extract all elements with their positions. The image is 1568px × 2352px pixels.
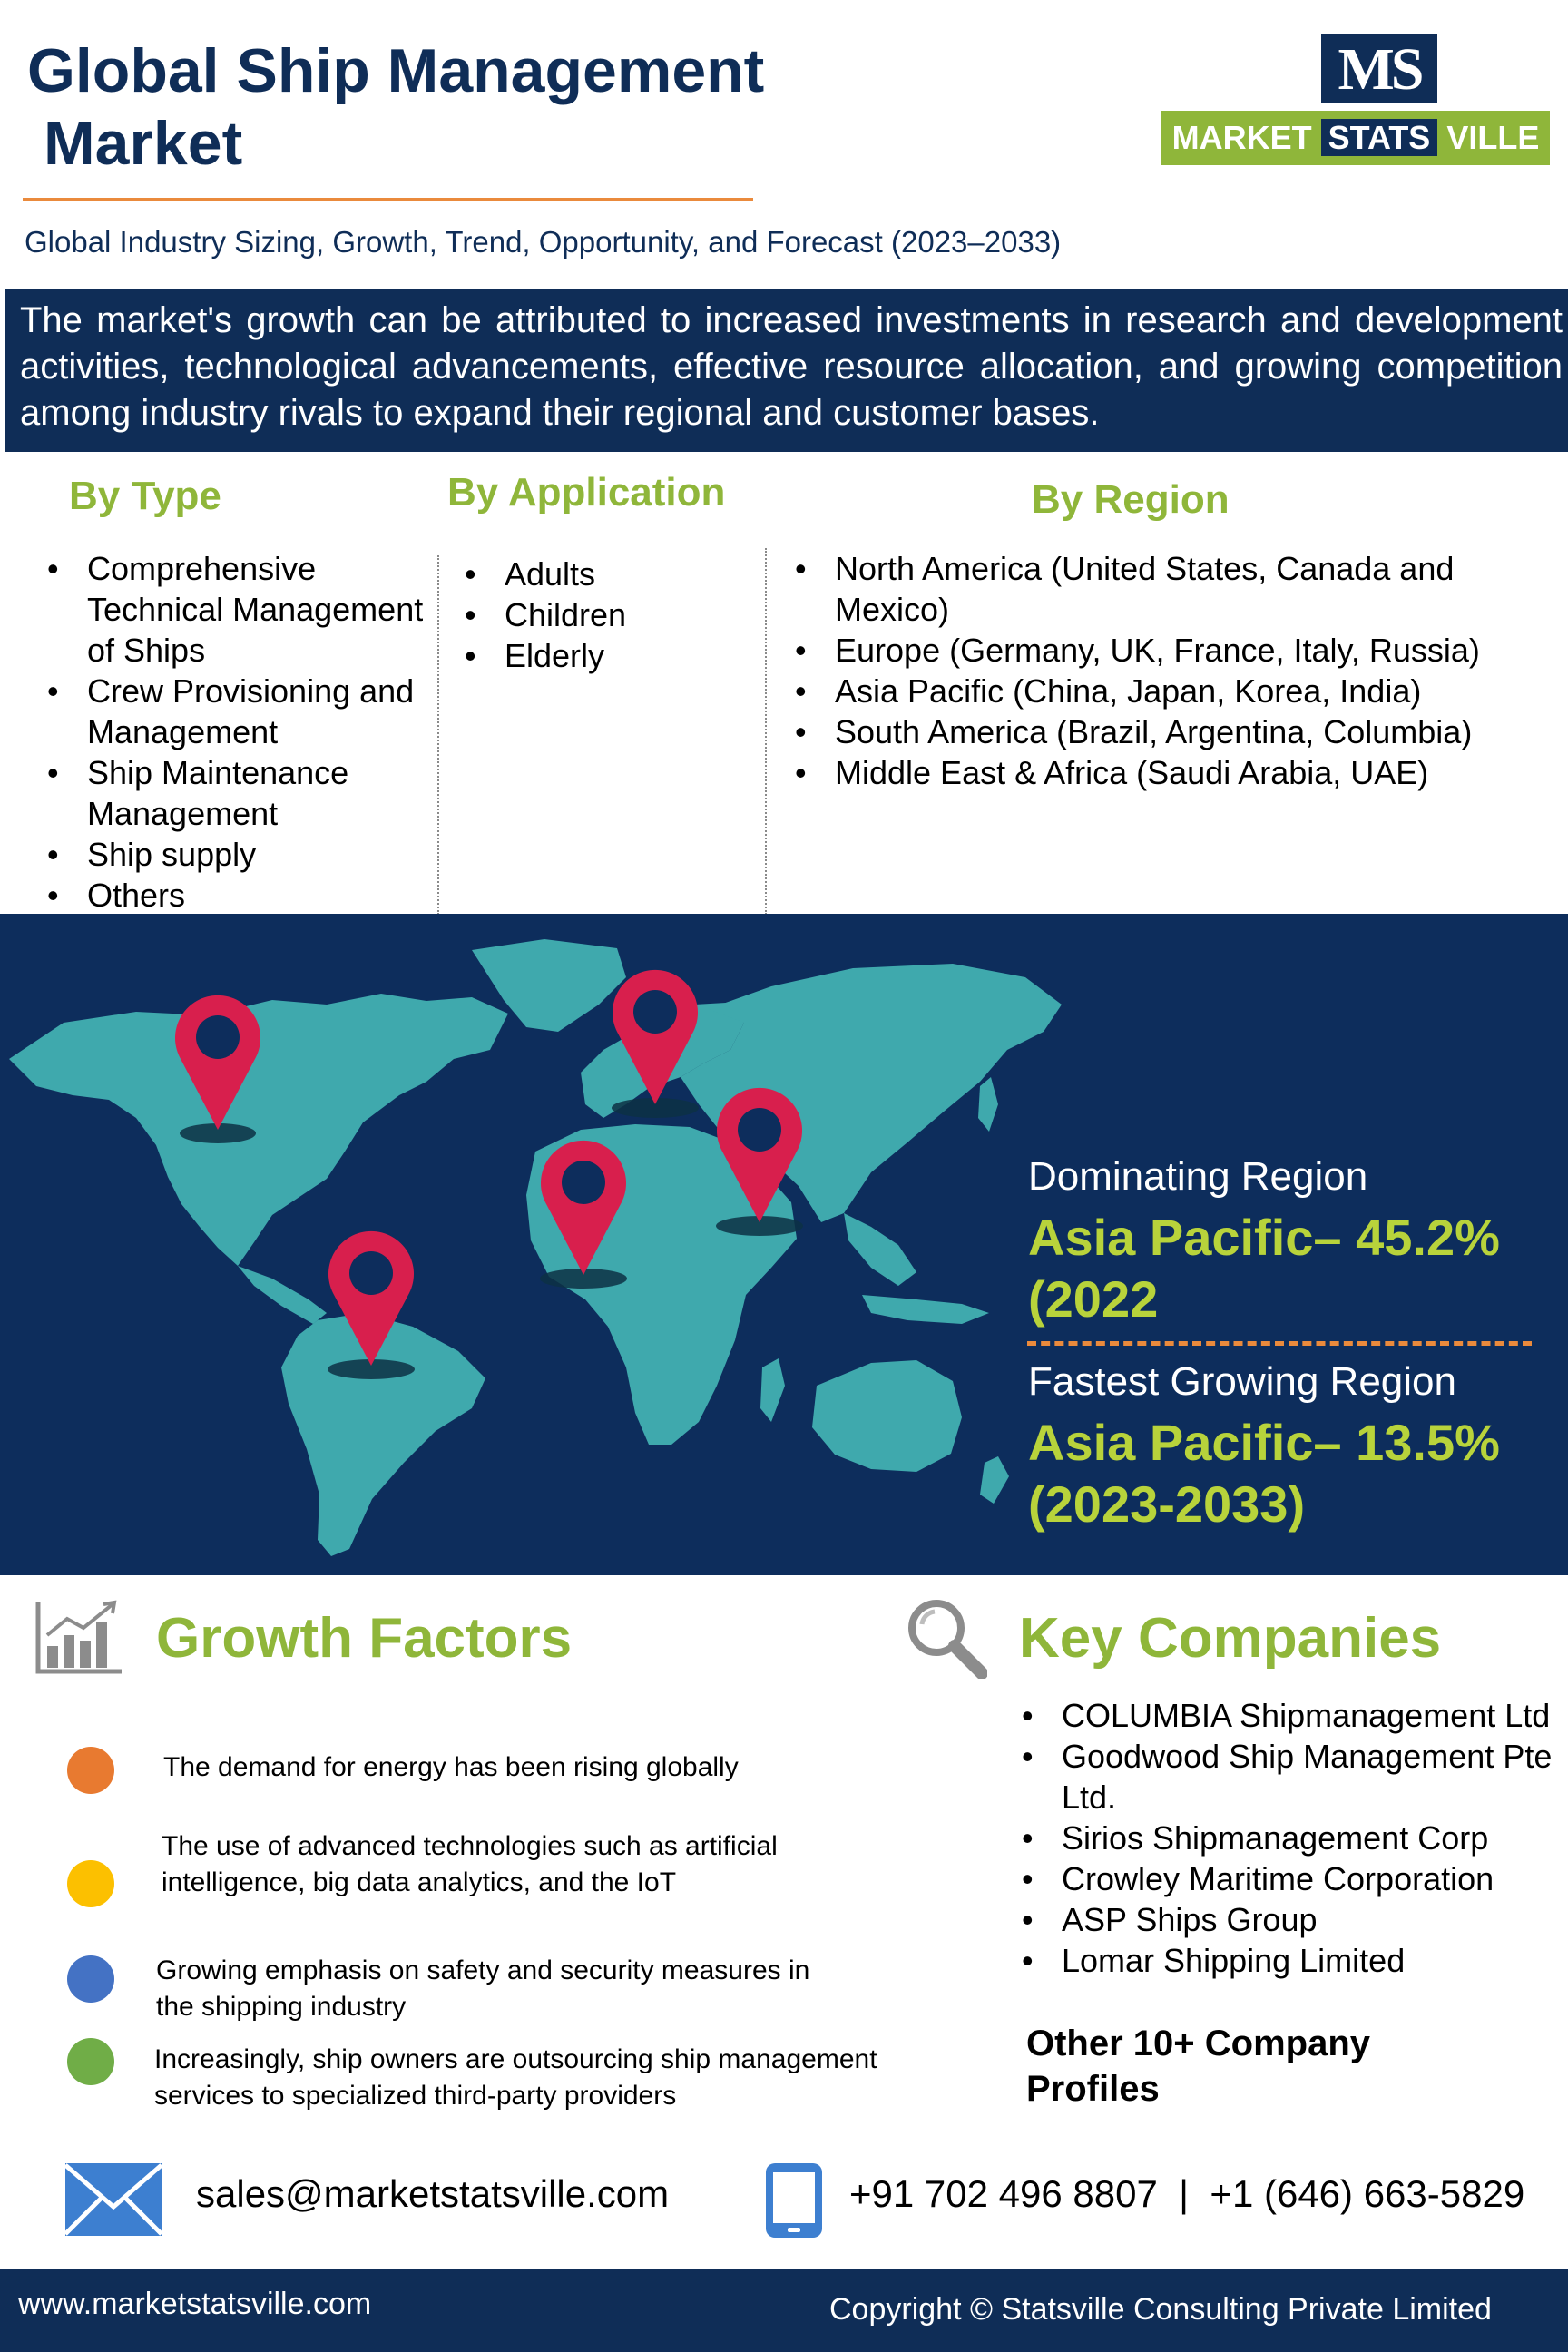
list-item: • Elderly xyxy=(461,635,733,676)
page-subtitle: Global Industry Sizing, Growth, Trend, Opportunity, and Forecast (2023–2033) xyxy=(24,225,1062,259)
indonesia-shape xyxy=(862,1295,989,1324)
bar-chart-icon xyxy=(34,1599,123,1675)
contact-bar xyxy=(0,2125,1568,2236)
factor-text: services to specialized third-party providers xyxy=(154,2081,677,2111)
dominating-region-share: Asia Pacific– 45.2% xyxy=(1028,1209,1500,1266)
growth-factor-2 xyxy=(162,1828,778,1901)
growth-factor-3 xyxy=(156,1953,809,2025)
region-list xyxy=(791,548,1553,793)
list-item: • Asia Pacific (China, Japan, Korea, India) xyxy=(791,671,1553,711)
intro-summary: The market's growth can be attributed to increased investments in research and development activities, technological advancements, effective resource allocation, and growing competition among industry rivals to expand their regional and customer bases. xyxy=(5,289,1568,452)
list-item: • North America (United States, Canada and Mexico) xyxy=(791,548,1553,630)
footer xyxy=(0,2269,1568,2352)
new-zealand-shape xyxy=(980,1456,1009,1504)
list-item: • Crowley Maritime Corporation xyxy=(1018,1858,1553,1899)
magnifier-icon xyxy=(906,1597,987,1679)
list-item: • Adults xyxy=(461,554,733,594)
list-item: • Europe (Germany, UK, France, Italy, Russia) xyxy=(791,630,1553,671)
list-item: • Children xyxy=(461,594,733,635)
japan-shape xyxy=(978,1077,998,1132)
companies-list xyxy=(1018,1695,1553,1981)
list-item: • ASP Ships Group xyxy=(1018,1899,1553,1940)
footer-website-link[interactable]: www.marketstatsville.com xyxy=(18,2287,372,2321)
growth-factor-1 xyxy=(163,1749,739,1786)
fastest-region-label: Fastest Growing Region xyxy=(1028,1359,1456,1404)
key-companies-heading: Key Companies xyxy=(1019,1607,1442,1670)
other-companies-note xyxy=(1026,2021,1370,2112)
mobile-phone-icon xyxy=(764,2161,824,2239)
segment-heading-region: By Region xyxy=(1032,477,1230,522)
list-item: • South America (Brazil, Argentina, Columbia) xyxy=(791,711,1553,752)
segment-heading-type: By Type xyxy=(69,474,221,518)
footer-copyright: Copyright © Statsville Consulting Private Limited xyxy=(829,2292,1492,2327)
dominating-region-label: Dominating Region xyxy=(1028,1154,1368,1199)
growth-factors-heading: Growth Factors xyxy=(156,1607,573,1670)
region-divider xyxy=(1027,1341,1532,1346)
factor-text: The use of advanced technologies such as artificial xyxy=(162,1831,778,1861)
south-america-shape xyxy=(281,1313,485,1556)
page-title xyxy=(27,34,844,180)
title-line-2: Market xyxy=(44,109,243,178)
factor-text: Increasingly, ship owners are outsourcing ship management xyxy=(154,2044,877,2074)
central-america-shape xyxy=(238,1266,327,1324)
southeast-asia-shape xyxy=(844,1213,916,1286)
madagascar-shape xyxy=(760,1358,785,1422)
factor-bullet-yellow xyxy=(67,1860,114,1907)
logo-wordmark xyxy=(1161,111,1550,165)
list-item: • Middle East & Africa (Saudi Arabia, UAE) xyxy=(791,752,1553,793)
logo-monogram: MS xyxy=(1321,34,1437,103)
factor-text: Growing emphasis on safety and security measures in xyxy=(156,1955,810,1985)
dominating-region-year: (2022 xyxy=(1028,1270,1159,1328)
factor-bullet-green xyxy=(67,2038,114,2085)
growth-factor-4 xyxy=(154,2042,877,2114)
brand-logo[interactable] xyxy=(1161,34,1550,171)
list-item: • Comprehensive Technical Management of Ships xyxy=(44,548,434,671)
segment-heading-application: By Application xyxy=(447,470,726,514)
fastest-region-cagr: Asia Pacific– 13.5% xyxy=(1028,1414,1500,1471)
logo-word-stats: STATS xyxy=(1321,119,1438,156)
type-list xyxy=(44,548,434,916)
continents xyxy=(9,939,1062,1556)
column-divider xyxy=(437,555,439,915)
column-divider xyxy=(765,548,767,915)
list-item: • Others xyxy=(44,875,434,916)
factor-text: the shipping industry xyxy=(156,1992,407,2022)
australia-shape xyxy=(812,1360,962,1472)
logo-word-ville: VILLE xyxy=(1437,119,1540,156)
list-item: • Lomar Shipping Limited xyxy=(1018,1940,1553,1981)
list-item: • Ship supply xyxy=(44,834,434,875)
list-item: • Sirios Shipmanagement Corp xyxy=(1018,1818,1553,1858)
other-note-line: Profiles xyxy=(1026,2069,1160,2109)
fastest-region-value xyxy=(1028,1412,1500,1535)
title-line-1: Global Ship Management xyxy=(27,36,765,105)
dominating-region-value xyxy=(1028,1207,1500,1330)
contact-phone[interactable]: +91 702 496 8807 | +1 (646) 663-5829 xyxy=(849,2172,1525,2215)
list-item: • Crew Provisioning and Management xyxy=(44,671,434,752)
factor-bullet-blue xyxy=(67,1955,114,2003)
list-item: • Ship Maintenance Management xyxy=(44,752,434,834)
application-list xyxy=(461,554,733,676)
title-underline xyxy=(23,198,753,201)
factor-bullet-orange xyxy=(67,1747,114,1794)
contact-email[interactable]: sales@marketstatsville.com xyxy=(196,2172,670,2215)
logo-word-market: MARKET xyxy=(1171,119,1321,156)
factor-text: The demand for energy has been rising globally xyxy=(163,1752,739,1782)
list-item: • Goodwood Ship Management Pte Ltd. xyxy=(1018,1736,1553,1818)
factor-text: intelligence, big data analytics, and the IoT xyxy=(162,1867,677,1897)
fastest-region-period: (2023-2033) xyxy=(1028,1475,1306,1533)
envelope-icon xyxy=(65,2163,162,2236)
list-item: • COLUMBIA Shipmanagement Ltd xyxy=(1018,1695,1553,1736)
other-note-line: Other 10+ Company xyxy=(1026,2024,1371,2063)
